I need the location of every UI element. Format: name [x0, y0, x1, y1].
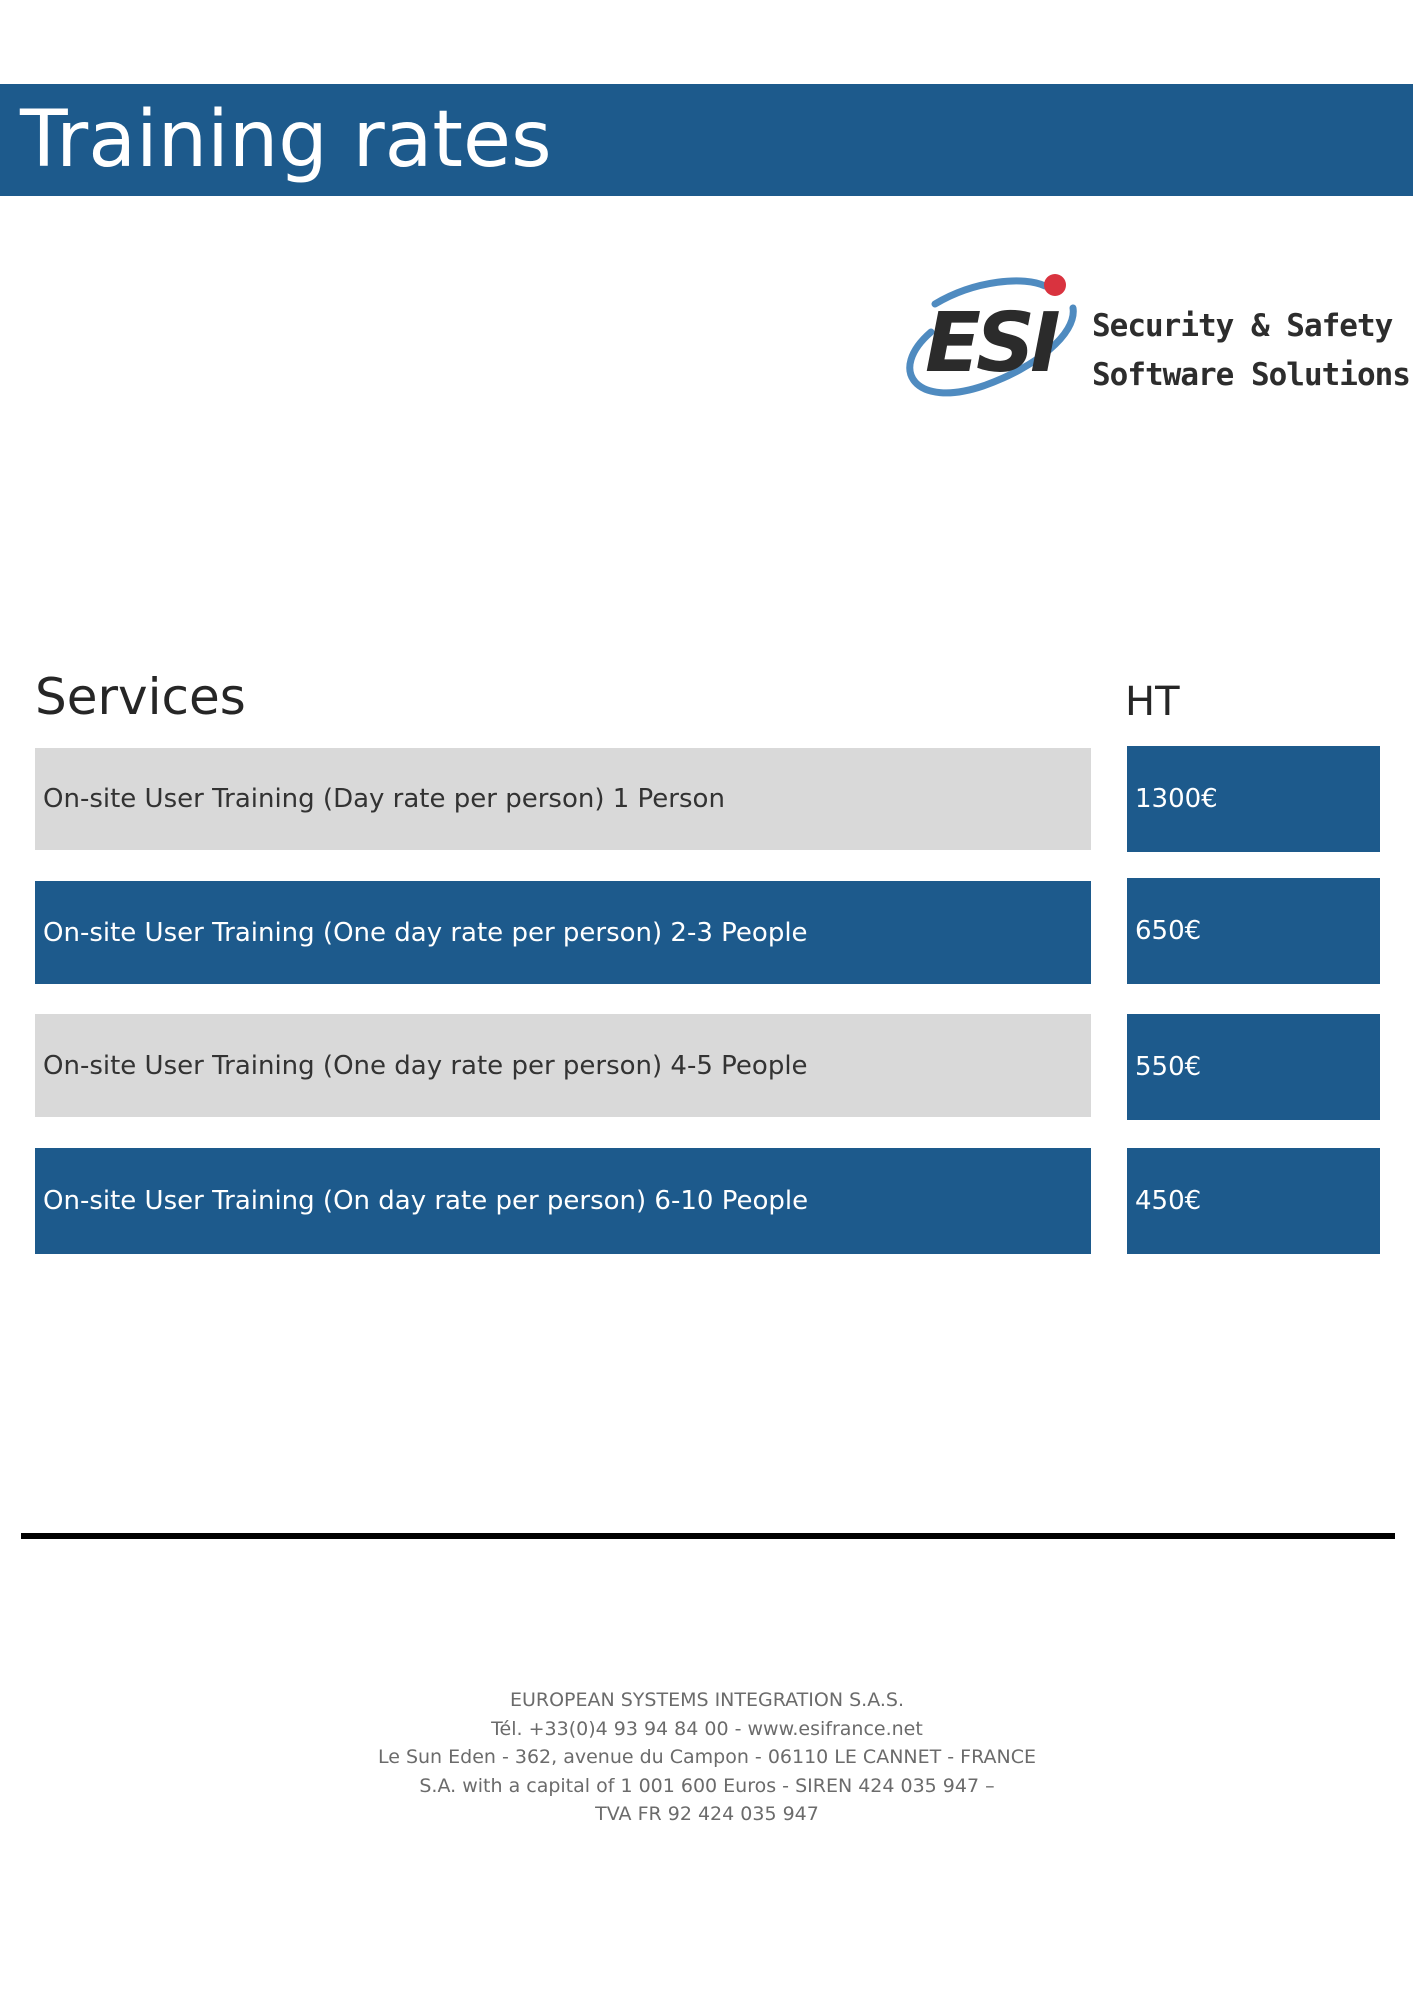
service-row-3: On-site User Training (One day rate per person) 4-5 People	[35, 1014, 1091, 1117]
footer-contact: Tél. +33(0)4 93 94 84 00 - www.esifrance.net	[491, 1717, 923, 1740]
esi-logo-mark	[895, 268, 1095, 418]
footer-address: Le Sun Eden - 362, avenue du Campon - 06110 LE CANNET - FRANCE	[377, 1746, 1037, 1768]
footer-company-name: EUROPEAN SYSTEMS INTEGRATION S.A.S.	[509, 1689, 905, 1711]
logo-tagline-line2: Software Solutions	[1092, 357, 1410, 393]
price-row-3: 550€	[1127, 1014, 1380, 1120]
service-row-2: On-site User Training (One day rate per person) 2-3 People	[35, 881, 1091, 984]
service-row-4: On-site User Training (On day rate per person) 6-10 People	[35, 1148, 1091, 1254]
ht-heading: HT	[1125, 679, 1180, 725]
footer-divider	[21, 1533, 1395, 1539]
price-row-4: 450€	[1127, 1148, 1380, 1254]
price-row-1: 1300€	[1127, 746, 1380, 852]
company-footer	[200, 1686, 1214, 1829]
services-heading: Services	[35, 668, 246, 726]
service-row-1: On-site User Training (Day rate per person) 1 Person	[35, 748, 1091, 850]
footer-capital: S.A. with a capital of 1 001 600 Euros - SIREN 424 035 947 –	[419, 1774, 995, 1797]
footer-vat: TVA FR 92 424 035 947	[595, 1803, 819, 1825]
logo-wordmark: ESI	[925, 296, 1056, 391]
logo-red-dot	[1044, 274, 1066, 296]
title-banner	[0, 84, 1413, 196]
esi-logo	[895, 268, 1410, 418]
logo-tagline-line1: Security & Safety	[1092, 308, 1393, 344]
price-row-2: 650€	[1127, 878, 1380, 984]
page-title: Training rates	[20, 95, 552, 185]
